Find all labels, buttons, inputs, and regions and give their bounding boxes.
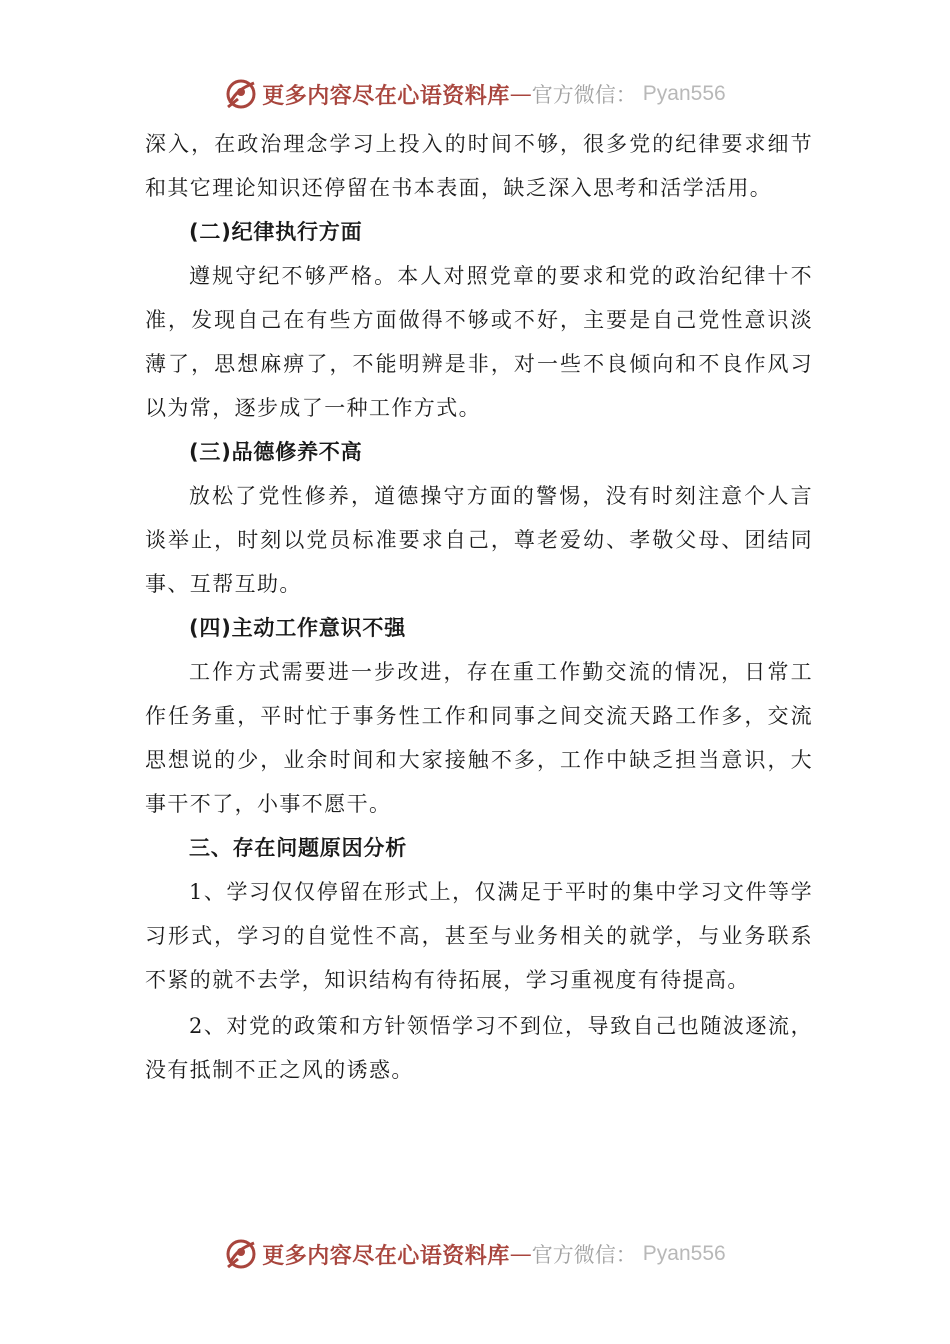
section-heading: (三)品德修养不高 <box>189 440 363 464</box>
header-banner <box>0 74 950 114</box>
section-heading: (二)纪律执行方面 <box>189 220 363 244</box>
logo-icon <box>224 1237 258 1271</box>
footer-banner <box>0 1234 950 1274</box>
banner-channel-label: 官方微信： <box>531 83 637 107</box>
document-body <box>145 122 813 1092</box>
section-heading: (四)主动工作意识不强 <box>189 616 406 640</box>
banner-wechat-id: Pyan556 <box>642 82 726 105</box>
banner-wechat-id: Pyan556 <box>642 1242 726 1265</box>
logo-icon <box>224 77 258 111</box>
banner-promo-text: 更多内容尽在心语资料库 <box>262 82 510 109</box>
paragraph: 放松了党性修养，道德操守方面的警惕，没有时刻注意个人言谈举止，时刻以党员标准要求自己，尊老爱幼、孝敬父母、团结同事、互帮互助。 <box>145 484 813 596</box>
paragraph: 2、对党的政策和方针领悟学习不到位，导致自己也随波逐流，没有抵制不正之风的诱惑。 <box>145 1014 813 1082</box>
paragraph: 工作方式需要进一步改进，存在重工作勤交流的情况，日常工作任务重，平时忙于事务性工作和同事之间交流天路工作多，交流思想说的少，业余时间和大家接触不多，工作中缺乏担当意识，大事干不了，小事不愿干。 <box>145 660 813 816</box>
banner-dash: — <box>509 81 532 107</box>
section-heading: 三、存在问题原因分析 <box>189 836 407 860</box>
banner-channel-label: 官方微信： <box>531 1243 637 1267</box>
paragraph: 深入，在政治理念学习上投入的时间不够，很多党的纪律要求细节和其它理论知识还停留在书本表面，缺乏深入思考和活学活用。 <box>145 132 813 200</box>
banner-promo-text: 更多内容尽在心语资料库 <box>262 1242 510 1269</box>
banner-dash: — <box>509 1241 532 1267</box>
paragraph: 遵规守纪不够严格。本人对照党章的要求和党的政治纪律十不准，发现自己在有些方面做得不够或不好，主要是自己党性意识淡薄了，思想麻痹了，不能明辨是非，对一些不良倾向和不良作风习以为常，逐步成了一种工作方式。 <box>145 264 813 420</box>
paragraph: 1、学习仅仅停留在形式上，仅满足于平时的集中学习文件等学习形式，学习的自觉性不高，甚至与业务相关的就学，与业务联系不紧的就不去学，知识结构有待拓展，学习重视度有待提高。 <box>145 880 813 992</box>
